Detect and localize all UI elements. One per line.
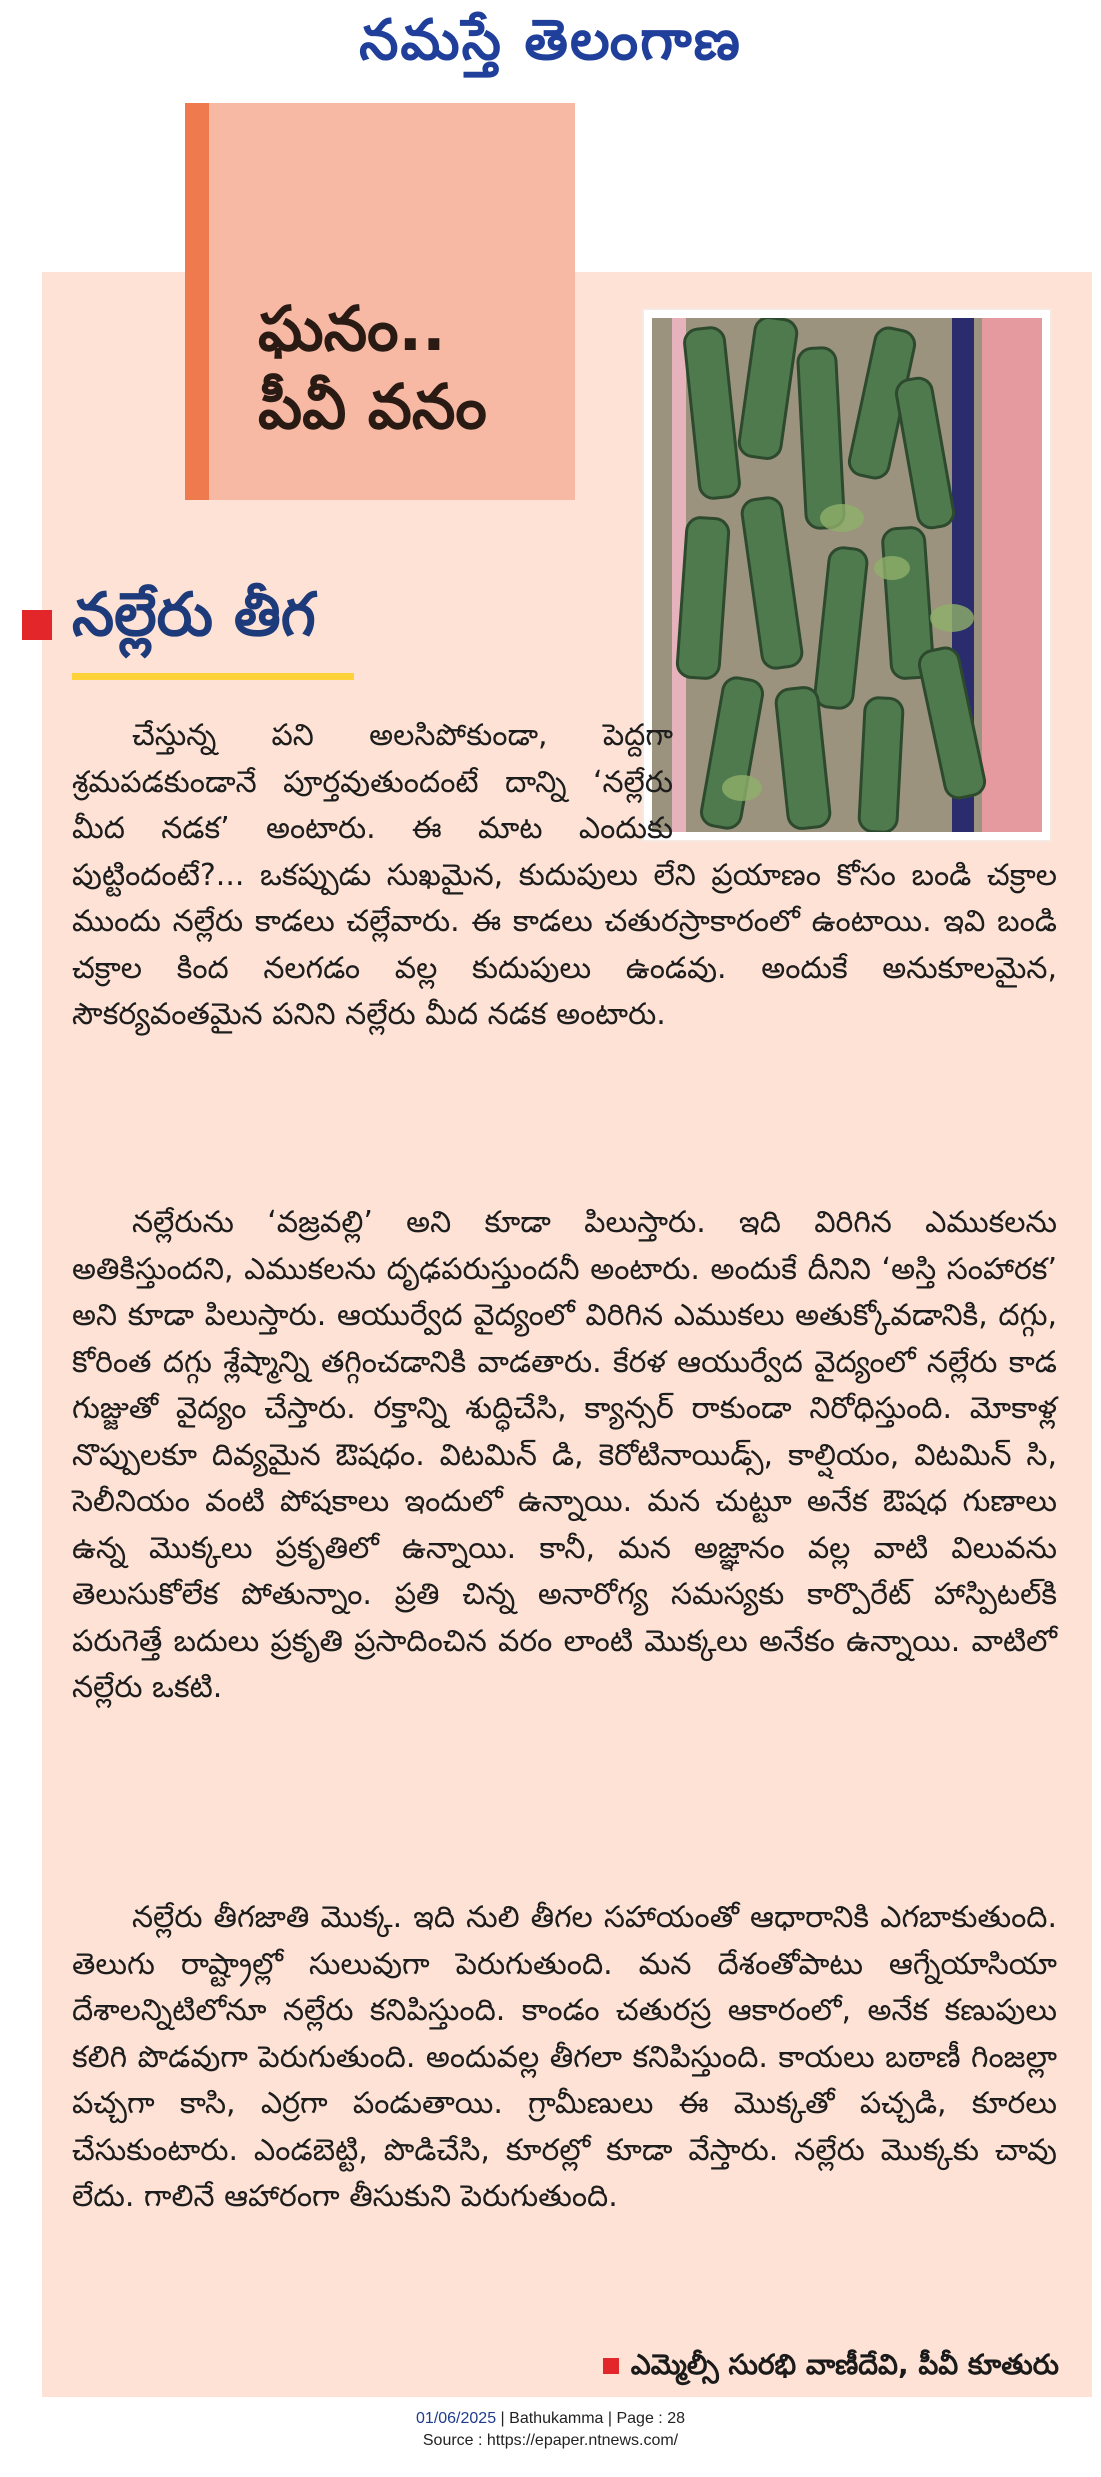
footer-date: 01/06/2025	[416, 2410, 497, 2427]
subheading-marker	[22, 610, 52, 640]
paragraph-1-text: చేస్తున్న పని అలసిపోకుండా, పెద్దగా శ్రమపడకుండానే పూర్తవుతుందంటే దాన్ని ‘నల్లేరు మీద నడక’ అంటారు. ఈ మాట ఎందుకు పుట్టిందంటే?... ఒకప్పుడు సుఖమైన, కుదుపులు లేని ప్రయాణం కోసం బండి చక్రాల ముందు నల్లేరు కాడలు చల్లేవారు. ఈ కాడలు చతురస్రాకారంలో ఉంటాయి. ఇవి బండి చక్రాల కింద నలగడం వల్ల కుదుపులు ఉండవు. అందుకే అనుకూలమైన, సౌకర్యవంతమైన పనిని నల్లేరు మీద నడక అంటారు.	[72, 718, 1057, 1032]
headline	[258, 290, 578, 446]
masthead-title: నమస్తే తెలంగాణ	[359, 7, 742, 73]
byline	[603, 2348, 1059, 2382]
paragraph-1	[72, 713, 1057, 1039]
footer-separator: |	[607, 2410, 613, 2427]
byline-text: ఎమ్మెల్సీ సురభి వాణీదేవి, పీవీ కూతురు	[630, 2348, 1059, 2381]
footer-separator: |	[500, 2410, 505, 2427]
paragraph-3: నల్లేరు తీగజాతి మొక్క. ఇది నులి తీగల సహాయంతో ఆధారానికి ఎగబాకుతుంది. తెలుగు రాష్ట్రాల్లో సులువుగా పెరుగుతుంది. మన దేశంతోపాటు ఆగ్నేయాసియా దేశాలన్నిటిలోనూ నల్లేరు కనిపిస్తుంది. కాండం చతురస్ర ఆకారంలో, అనేక కణుపులు కలిగి పొడవుగా పెరుగుతుంది. అందువల్ల తీగలా కనిపిస్తుంది. కాయలు బఠాణీ గింజల్లా పచ్చగా కాసి, ఎర్రగా పండుతాయి. గ్రామీణులు ఈ మొక్కతో పచ్చడి, కూరలు చేసుకుంటారు. ఎండబెట్టి, పొడిచేసి, కూరల్లో కూడా వేస్తారు. నల్లేరు మొక్కకు చావు లేదు. గాలినే ఆహారంగా తీసుకుని పెరుగుతుంది.	[72, 1900, 1057, 2214]
headline-line-2: పీవీ వనం	[258, 370, 487, 443]
subheading-underline	[72, 673, 354, 680]
footer-meta	[0, 2408, 1101, 2430]
subheading: నల్లేరు తీగ	[72, 580, 316, 650]
headline-accent-bar	[185, 103, 209, 500]
photo-wrap-space	[673, 713, 1057, 848]
footer-section: Bathukamma	[509, 2410, 604, 2427]
paragraph-2: నల్లేరును ‘వజ్రవల్లి’ అని కూడా పిలుస్తారు. ఇది విరిగిన ఎముకలను అతికిస్తుందని, ఎముకలను దృఢపరుస్తుందనీ అంటారు. అందుకే దీనిని ‘అస్తి సంహారక’ అని కూడా పిలుస్తారు. ఆయుర్వేద వైద్యంలో విరిగిన ఎముకలు అతుక్కోవడానికి, దగ్గు, కోరింత దగ్గు శ్లేష్మాన్ని తగ్గించడానికి వాడతారు. కేరళ ఆయుర్వేద వైద్యంలో నల్లేరు కాడ గుజ్జుతో వైద్యం చేస్తారు. రక్తాన్ని శుద్ధిచేసి, క్యాన్సర్ రాకుండా నిరోధిస్తుంది. మోకాళ్ల నొప్పులకూ దివ్యమైన ఔషధం. విటమిన్ డి, కెరోటినాయిడ్స్, కాల్షియం, విటమిన్ సి, సెలీనియం వంటి పోషకాలు ఇందులో ఉన్నాయి. మన చుట్టూ అనేక ఔషధ గుణాలు ఉన్న మొక్కలు ప్రకృతిలో ఉన్నాయి. కానీ, మన అజ్ఞానం వల్ల వాటి విలువను తెలుసుకోలేక పోతున్నాం. ప్రతి చిన్న అనారోగ్య సమస్యకు కార్పొరేట్ హాస్పిటల్‌కి పరుగెత్తే బదులు ప్రకృతి ప్రసాదించిన వరం లాంటి మొక్కలు అనేకం ఉన్నాయి. వాటిలో నల్లేరు ఒకటి.	[72, 1205, 1057, 1705]
headline-line-1: ఘనం..	[258, 292, 446, 365]
page-footer	[0, 2408, 1101, 2452]
byline-marker	[603, 2358, 619, 2374]
footer-page: Page : 28	[616, 2410, 685, 2427]
footer-source[interactable]: Source : https://epaper.ntnews.com/	[422, 2432, 679, 2449]
